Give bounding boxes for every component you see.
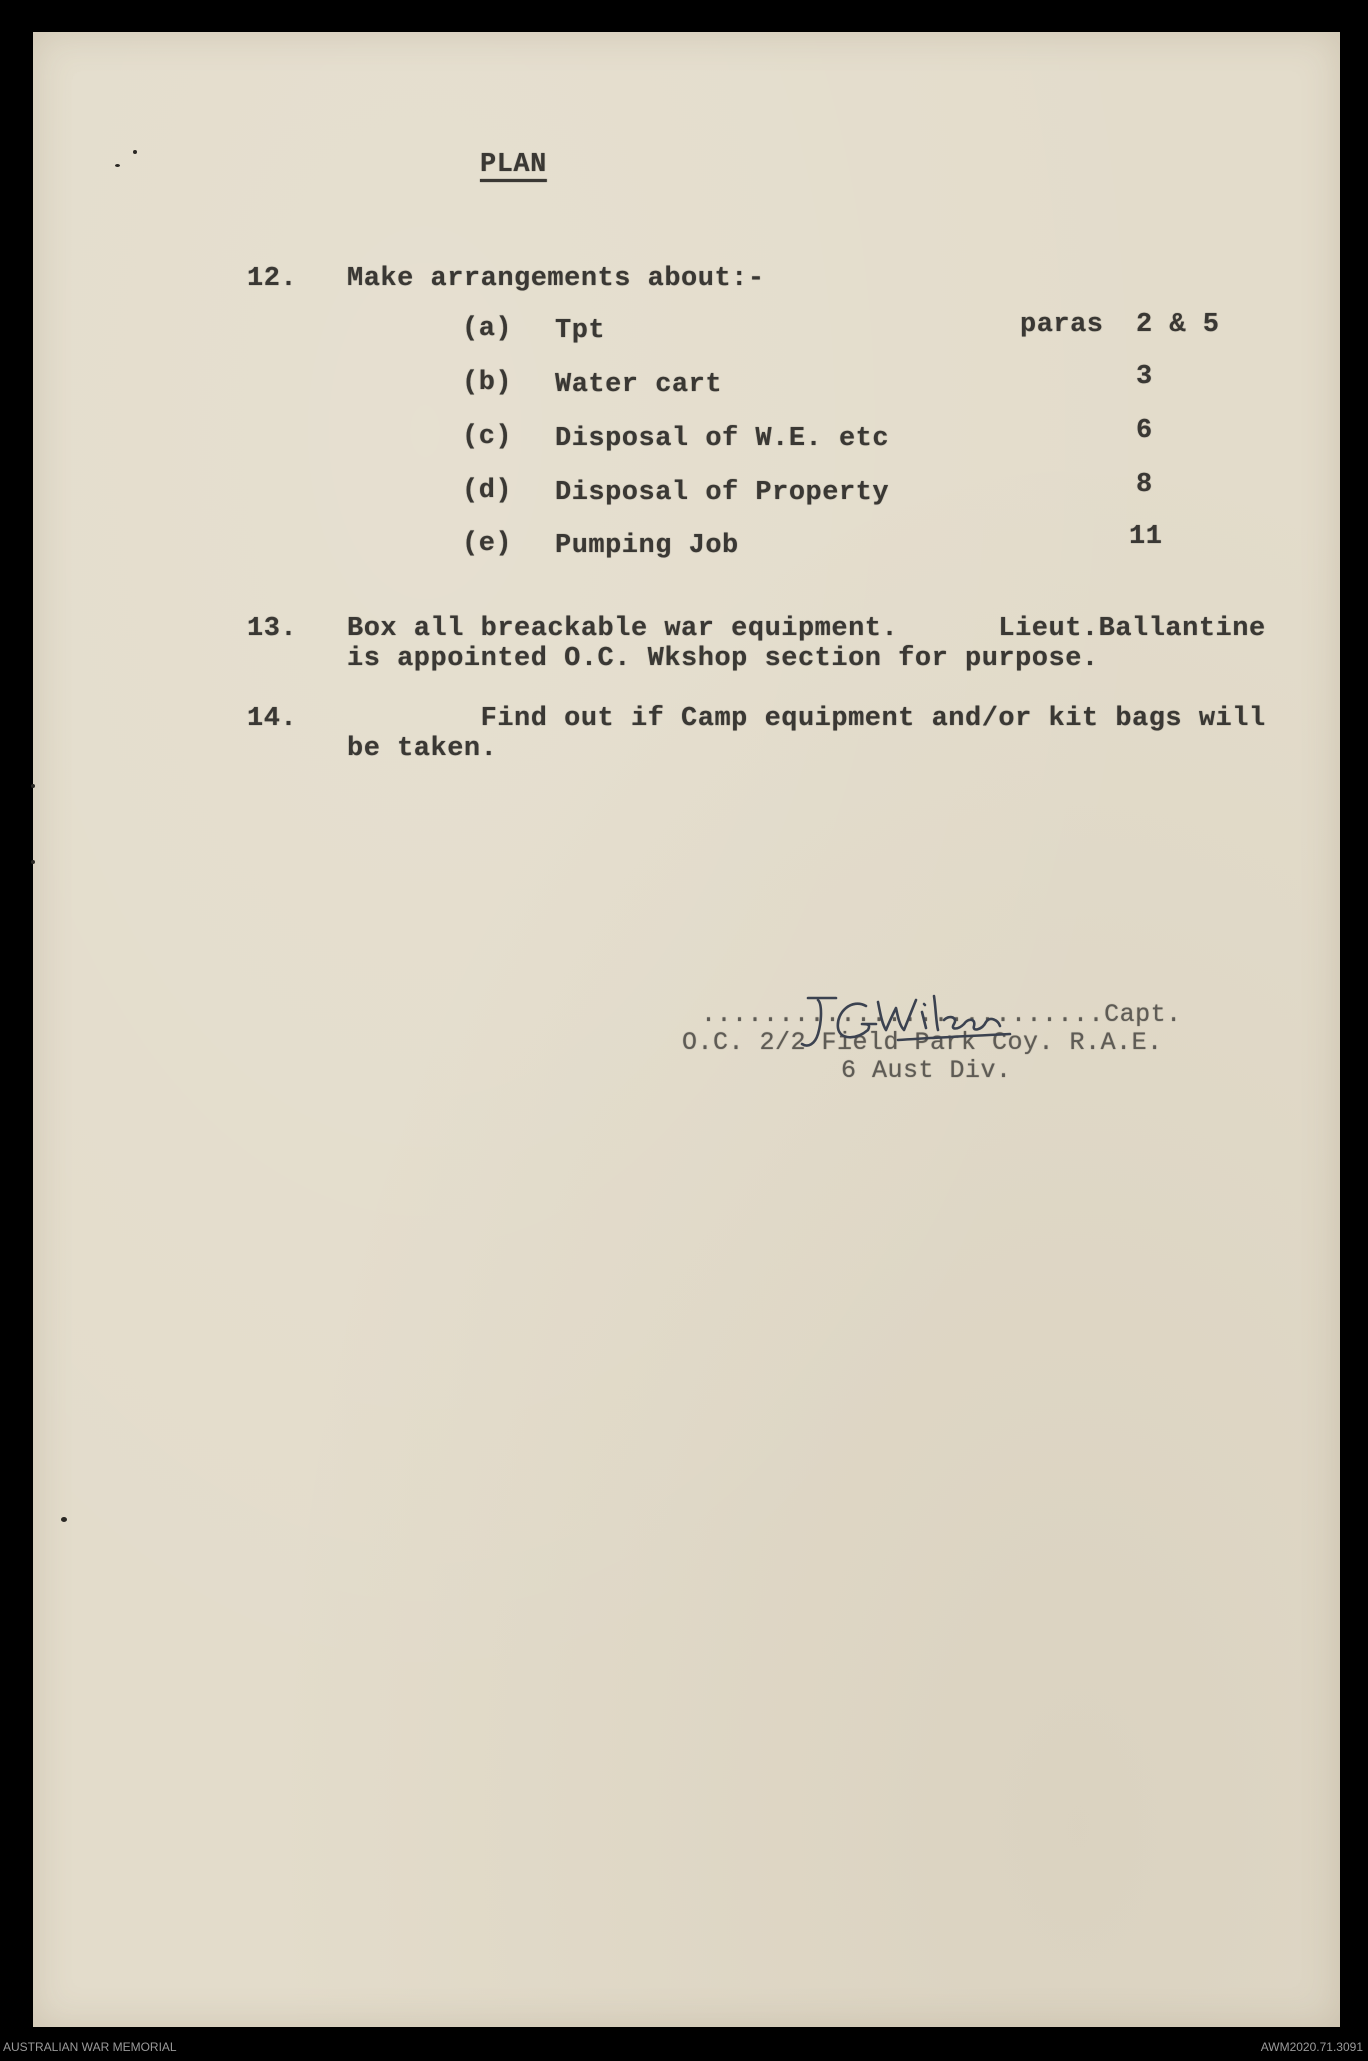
punch-mark [61,1517,67,1522]
item-line: Find out if Camp equipment and/or kit bags will [347,704,1266,734]
subitem-letter: (e) [462,529,513,559]
item-text: Make arrangements about:- [347,264,765,294]
item-number: 14. [247,704,298,734]
punch-mark [133,150,137,154]
item-number: 12. [247,264,298,294]
page-heading: PLAN [480,150,547,180]
subitem-ref: 2 & 5 [1136,310,1220,340]
subitem-ref: 11 [1129,522,1163,552]
subitem-text: Disposal of Property [555,478,890,508]
footer-right-reference: AWM2020.71.3091 [1260,2040,1363,2054]
document-page [33,32,1340,2027]
punch-mark [31,860,35,864]
subitem-ref: 3 [1136,362,1153,392]
item-line: Box all breackable war equipment. Lieut.Ballantine [347,614,1266,644]
punch-mark [31,784,35,788]
subitem-letter: (c) [462,422,513,452]
paras-label: paras [1020,310,1104,340]
subitem-letter: (b) [462,368,513,398]
item-line: is appointed O.C. Wkshop section for purpose. [347,644,1099,674]
punch-mark [115,164,120,167]
item-number: 13. [247,614,298,644]
signature-dotted-line: ..........................Capt. [701,1000,1182,1029]
footer-left-credit: AUSTRALIAN WAR MEMORIAL [3,2040,177,2054]
subitem-text: Tpt [555,316,606,346]
item-line: be taken. [347,734,498,764]
subitem-ref: 8 [1136,470,1153,500]
signature-title-line: O.C. 2/2 Field Park Coy. R.A.E. [682,1028,1163,1057]
subitem-text: Disposal of W.E. etc [555,424,890,454]
subitem-letter: (a) [462,314,513,344]
subitem-text: Pumping Job [555,531,739,561]
signature-unit-line: 6 Aust Div. [841,1056,1012,1085]
subitem-ref: 6 [1136,416,1153,446]
subitem-letter: (d) [462,476,513,506]
handwritten-signature [778,990,1028,1060]
subitem-text: Water cart [555,370,723,400]
